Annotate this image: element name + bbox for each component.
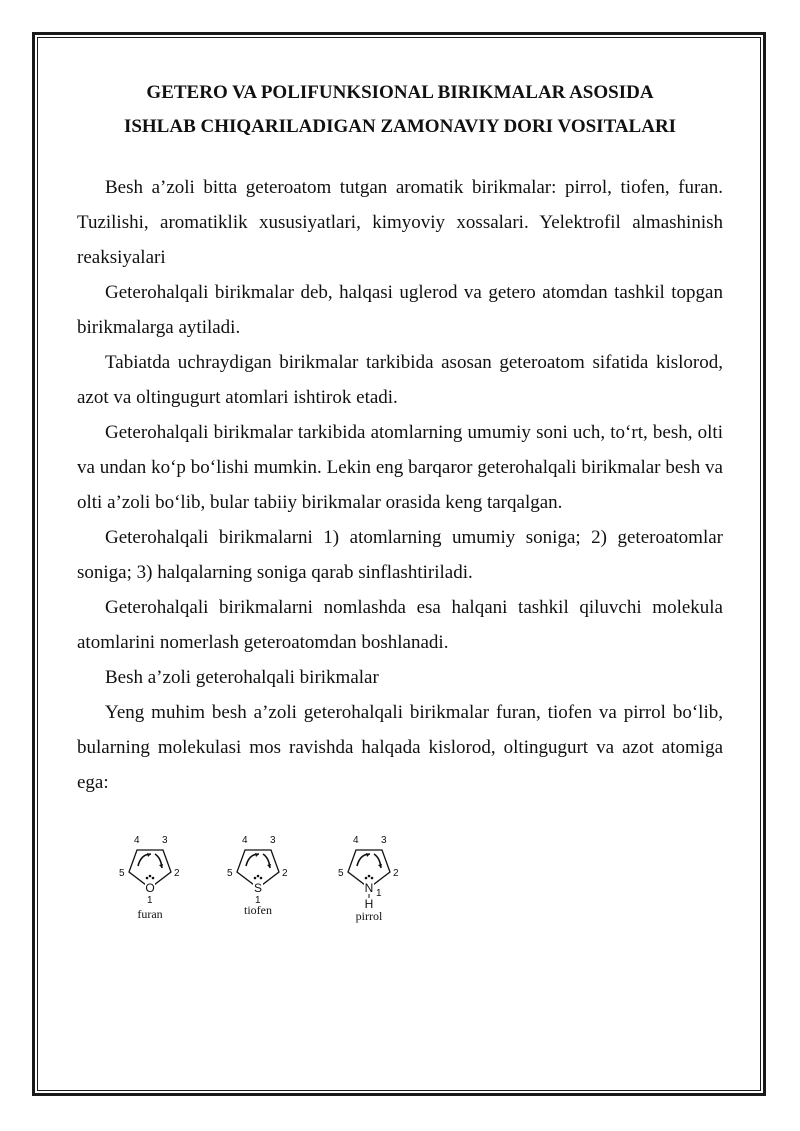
document-body xyxy=(77,76,723,923)
paragraph: Besh a’zoli bitta geteroatom tutgan aromatik birikmalar: pirrol, tiofen, furan. Tuzilishi, aromatiklik xususiyatlari, kimyoviy xossalari. Yelektrofil almashinish reaksiyalari xyxy=(77,177,723,268)
paragraph: Geterohalqali birikmalar deb, halqasi uglerod va getero atomdan tashkil topgan birikmalarga aytiladi. xyxy=(77,282,723,338)
atom-number-3: 3 xyxy=(162,835,168,846)
molecule-name: pirrol xyxy=(355,909,383,923)
heteroatom-label: S xyxy=(253,881,263,895)
atom-number-4: 4 xyxy=(242,835,248,846)
hydrogen-label: H xyxy=(364,897,374,911)
paragraph: Tabiatda uchraydigan birikmalar tarkibida asosan geteroatom sifatida kislorod, azot va oltingugurt atomlari ishtirok etadi. xyxy=(77,352,723,408)
atom-number-2: 2 xyxy=(393,868,399,879)
atom-number-3: 3 xyxy=(270,835,276,846)
paragraph: Yeng muhim besh a’zoli geterohalqali birikmalar furan, tiofen va pirrol bo‘lib, bularning molekulasi mos ravishda halqada kislorod, oltingugurt va azot atomiga ega: xyxy=(77,702,723,793)
atom-number-4: 4 xyxy=(134,835,140,846)
molecule-figures xyxy=(77,810,723,923)
atom-number-4: 4 xyxy=(353,835,359,846)
tiofen-structure xyxy=(215,810,315,917)
heteroatom-label: O xyxy=(145,881,155,895)
atom-number-1: 1 xyxy=(255,895,261,906)
furan-structure xyxy=(105,810,205,921)
atom-number-2: 2 xyxy=(282,868,288,879)
title-line-2: ISHLAB CHIQARILADIGAN ZAMONAVIY DORI VOSITALARI xyxy=(123,116,677,137)
paragraph: Geterohalqali birikmalarni nomlashda esa halqani tashkil qiluvchi molekula atomlarini nomerlash geteroatomdan boshlanadi. xyxy=(77,597,723,653)
atom-number-5: 5 xyxy=(338,868,344,879)
molecule-name: tiofen xyxy=(244,903,272,917)
atom-number-5: 5 xyxy=(227,868,233,879)
title-line-1: GETERO VA POLIFUNKSIONAL BIRIKMALAR ASOSIDA xyxy=(146,82,654,103)
section-heading: Besh a’zoli geterohalqali birikmalar xyxy=(105,667,379,688)
atom-number-1: 1 xyxy=(147,895,153,906)
paragraph: Geterohalqali birikmalar tarkibida atomlarning umumiy soni uch, to‘rt, besh, olti va undan ko‘p bo‘lishi mumkin. Lekin eng barqaror geterohalqali birikmalar besh va olti a’zoli bo‘lib, bular tabiiy birikmalar orasida keng tarqalgan. xyxy=(77,422,723,513)
heteroatom-label: N xyxy=(364,881,374,895)
atom-number-3: 3 xyxy=(381,835,387,846)
pirrol-structure xyxy=(324,810,424,923)
atom-number-1: 1 xyxy=(376,888,382,899)
molecule-name: furan xyxy=(137,907,163,921)
atom-number-5: 5 xyxy=(119,868,125,879)
atom-number-2: 2 xyxy=(174,868,180,879)
paragraph: Geterohalqali birikmalarni 1) atomlarning umumiy soniga; 2) geteroatomlar soniga; 3) halqalarning soniga qarab sinflashtiriladi. xyxy=(77,527,723,583)
document-title xyxy=(77,76,723,144)
